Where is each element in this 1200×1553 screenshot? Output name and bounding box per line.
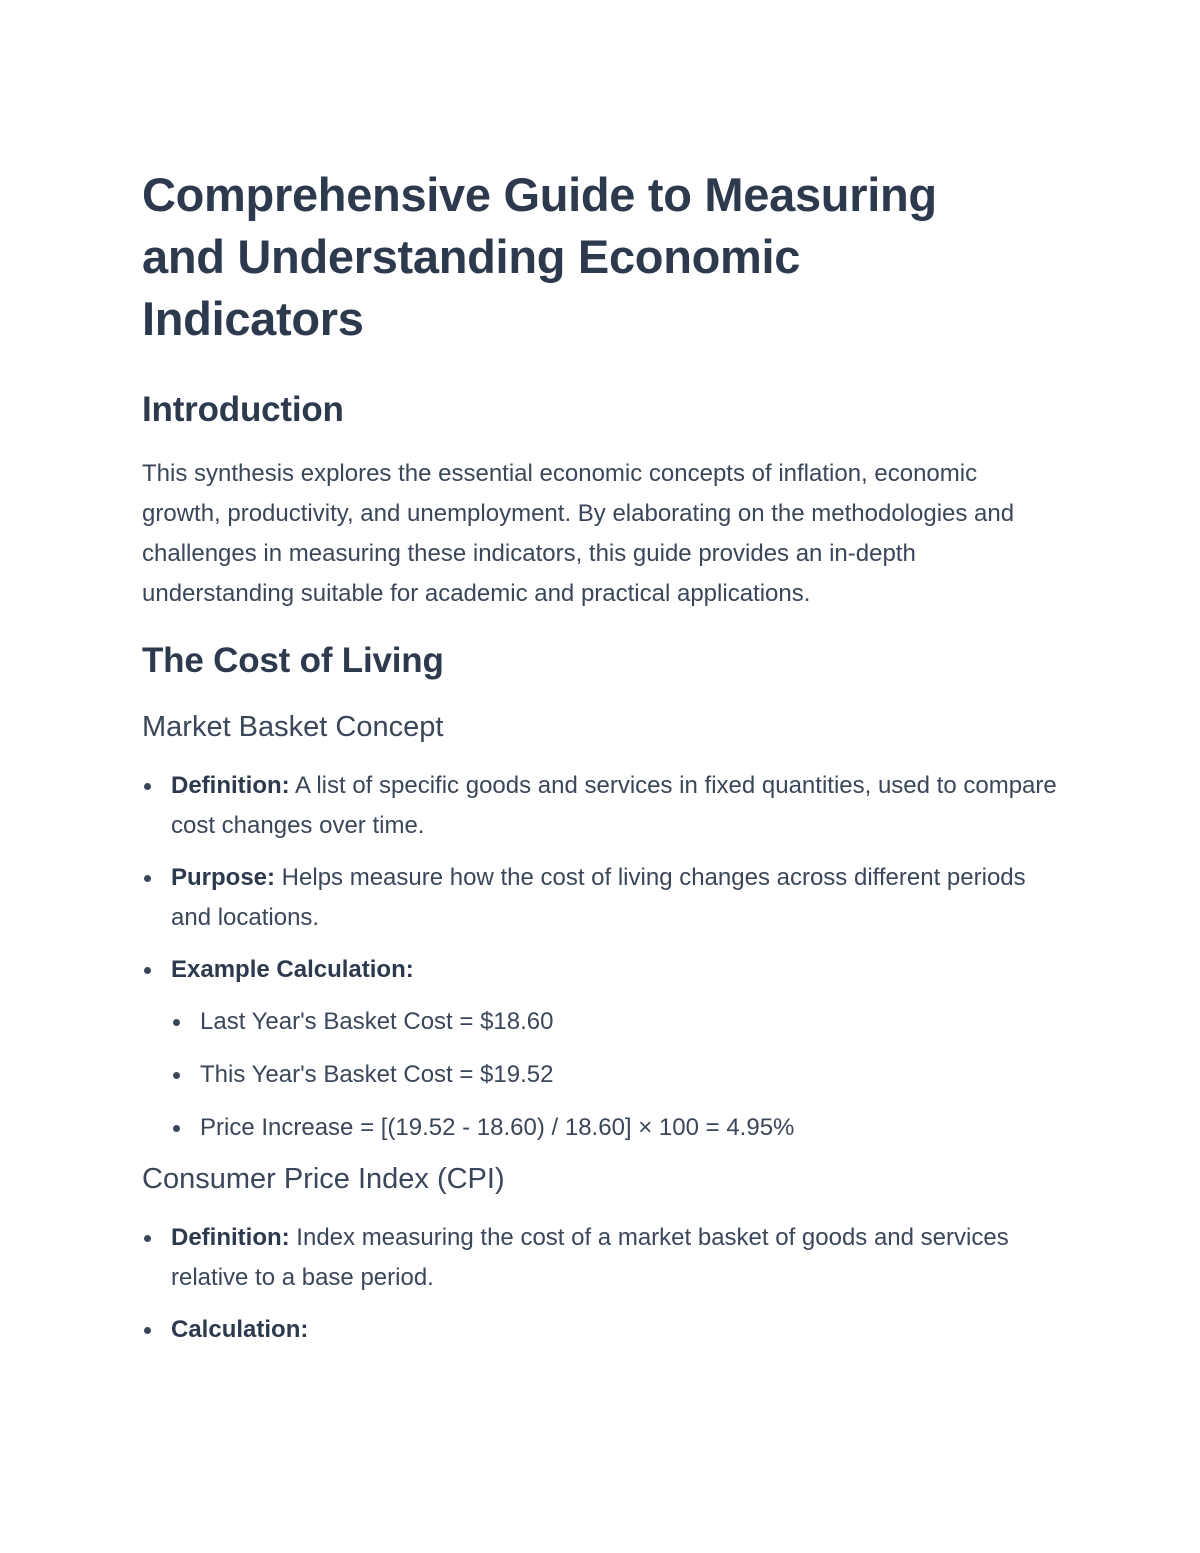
list-item: Last Year's Basket Cost = $18.60 (171, 1002, 1062, 1042)
list-item (142, 1310, 1062, 1350)
list-item (142, 858, 1062, 938)
subsection-heading-market-basket: Market Basket Concept (142, 711, 444, 743)
calculation-term: Calculation: (171, 1316, 309, 1343)
section-heading-introduction: Introduction (142, 390, 344, 429)
definition-text: Index measuring the cost of a market basket of goods and services relative to a base period. (171, 1224, 1009, 1291)
list-item (142, 950, 1062, 1148)
document-title: Comprehensive Guide to Measuring and Understanding Economic Indicators (142, 168, 937, 345)
purpose-text: Helps measure how the cost of living changes across different periods and locations. (171, 864, 1026, 931)
list-item: This Year's Basket Cost = $19.52 (171, 1055, 1062, 1095)
example-calculation-term: Example Calculation: (171, 956, 414, 983)
market-basket-list (142, 766, 1062, 1148)
subsection-heading-cpi: Consumer Price Index (CPI) (142, 1163, 505, 1195)
definition-term: Definition: (171, 772, 290, 799)
purpose-term: Purpose: (171, 864, 276, 891)
list-item (142, 766, 1062, 846)
cpi-list (142, 1218, 1062, 1350)
list-item: Price Increase = [(19.52 - 18.60) / 18.60] × 100 = 4.95% (171, 1108, 1062, 1148)
definition-text: A list of specific goods and services in fixed quantities, used to compare cost changes over time. (171, 772, 1057, 839)
introduction-paragraph: This synthesis explores the essential economic concepts of inflation, economic growth, productivity, and unemployment. By elaborating on the methodologies and challenges in measuring these indicators, this guide provides an in-depth understanding suitable for academic and practical applications. (142, 460, 1015, 607)
definition-term: Definition: (171, 1224, 290, 1251)
document-page (142, 164, 1062, 1362)
example-calculation-list (171, 1002, 1062, 1148)
list-item (142, 1218, 1062, 1298)
section-heading-cost-of-living: The Cost of Living (142, 641, 444, 680)
